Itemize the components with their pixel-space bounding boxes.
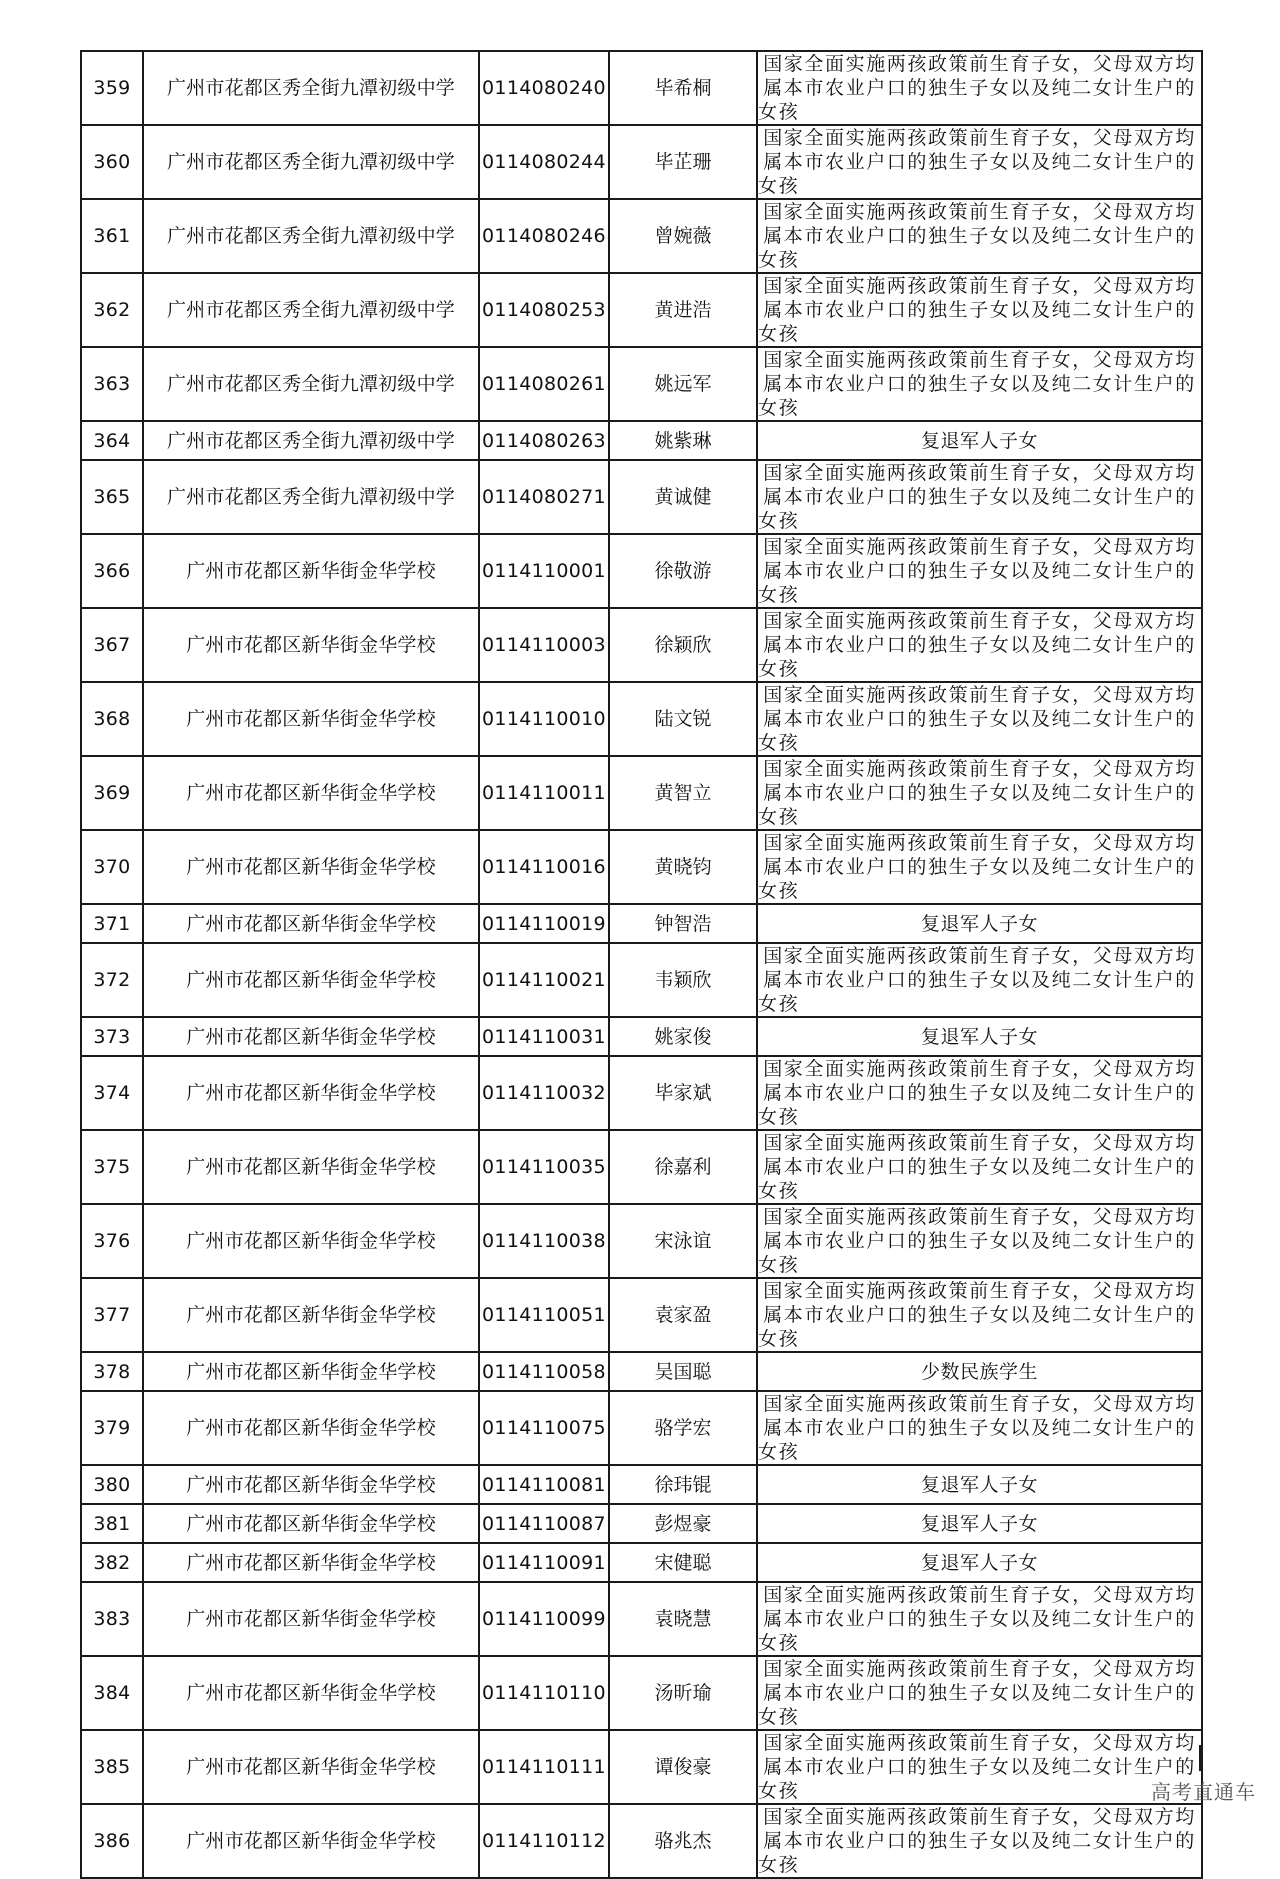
table-row bbox=[81, 347, 1202, 421]
eligibility-category: 国家全面实施两孩政策前生育子女，父母双方均属本市农业户口的独生子女以及纯二女计生户的女孩 bbox=[757, 1582, 1202, 1656]
school-name: 广州市花都区秀全街九潭初级中学 bbox=[143, 51, 479, 125]
student-name: 黄进浩 bbox=[609, 273, 757, 347]
student-id: 0114110087 bbox=[479, 1504, 609, 1543]
school-name: 广州市花都区新华街金华学校 bbox=[143, 1130, 479, 1204]
school-name: 广州市花都区新华街金华学校 bbox=[143, 1730, 479, 1804]
eligibility-category: 少数民族学生 bbox=[757, 1352, 1202, 1391]
school-name: 广州市花都区新华街金华学校 bbox=[143, 534, 479, 608]
school-name: 广州市花都区新华街金华学校 bbox=[143, 1352, 479, 1391]
student-id: 0114110021 bbox=[479, 943, 609, 1017]
student-id: 0114080271 bbox=[479, 460, 609, 534]
table-row bbox=[81, 1352, 1202, 1391]
eligibility-category: 复退军人子女 bbox=[757, 1543, 1202, 1582]
school-name: 广州市花都区新华街金华学校 bbox=[143, 1804, 479, 1878]
student-name: 骆学宏 bbox=[609, 1391, 757, 1465]
eligibility-category: 国家全面实施两孩政策前生育子女，父母双方均属本市农业户口的独生子女以及纯二女计生户的女孩 bbox=[757, 534, 1202, 608]
table-row bbox=[81, 273, 1202, 347]
student-name: 黄诚健 bbox=[609, 460, 757, 534]
row-number: 380 bbox=[81, 1465, 143, 1504]
row-number: 385 bbox=[81, 1730, 143, 1804]
student-id: 0114110035 bbox=[479, 1130, 609, 1204]
table-row bbox=[81, 1391, 1202, 1465]
row-number: 373 bbox=[81, 1017, 143, 1056]
student-id: 0114080244 bbox=[479, 125, 609, 199]
roster-table bbox=[80, 50, 1203, 1879]
student-name: 谭俊豪 bbox=[609, 1730, 757, 1804]
table-row bbox=[81, 904, 1202, 943]
eligibility-category: 国家全面实施两孩政策前生育子女，父母双方均属本市农业户口的独生子女以及纯二女计生户的女孩 bbox=[757, 756, 1202, 830]
table-row bbox=[81, 1056, 1202, 1130]
table-row bbox=[81, 534, 1202, 608]
student-id: 0114110081 bbox=[479, 1465, 609, 1504]
student-name: 毕家斌 bbox=[609, 1056, 757, 1130]
student-name: 吴国聪 bbox=[609, 1352, 757, 1391]
table-row bbox=[81, 943, 1202, 1017]
school-name: 广州市花都区秀全街九潭初级中学 bbox=[143, 125, 479, 199]
school-name: 广州市花都区新华街金华学校 bbox=[143, 1391, 479, 1465]
table-row bbox=[81, 1465, 1202, 1504]
eligibility-category: 国家全面实施两孩政策前生育子女，父母双方均属本市农业户口的独生子女以及纯二女计生户的女孩 bbox=[757, 1130, 1202, 1204]
student-name: 毕希桐 bbox=[609, 51, 757, 125]
student-name: 姚紫琳 bbox=[609, 421, 757, 460]
row-number: 381 bbox=[81, 1504, 143, 1543]
student-id: 0114110032 bbox=[479, 1056, 609, 1130]
eligibility-category: 国家全面实施两孩政策前生育子女，父母双方均属本市农业户口的独生子女以及纯二女计生户的女孩 bbox=[757, 1056, 1202, 1130]
school-name: 广州市花都区新华街金华学校 bbox=[143, 1582, 479, 1656]
row-number: 367 bbox=[81, 608, 143, 682]
student-id: 0114110003 bbox=[479, 608, 609, 682]
school-name: 广州市花都区秀全街九潭初级中学 bbox=[143, 421, 479, 460]
student-name: 黄智立 bbox=[609, 756, 757, 830]
row-number: 366 bbox=[81, 534, 143, 608]
student-name: 袁家盈 bbox=[609, 1278, 757, 1352]
table-row bbox=[81, 460, 1202, 534]
student-name: 徐颖欣 bbox=[609, 608, 757, 682]
eligibility-category: 国家全面实施两孩政策前生育子女，父母双方均属本市农业户口的独生子女以及纯二女计生户的女孩 bbox=[757, 943, 1202, 1017]
row-number: 365 bbox=[81, 460, 143, 534]
table-row bbox=[81, 1582, 1202, 1656]
student-name: 徐嘉利 bbox=[609, 1130, 757, 1204]
school-name: 广州市花都区新华街金华学校 bbox=[143, 1204, 479, 1278]
table-row bbox=[81, 682, 1202, 756]
student-name: 宋泳谊 bbox=[609, 1204, 757, 1278]
student-id: 0114110111 bbox=[479, 1730, 609, 1804]
roster-body bbox=[81, 51, 1202, 1878]
watermark: 高考直通车 bbox=[1151, 1780, 1256, 1804]
eligibility-category: 国家全面实施两孩政策前生育子女，父母双方均属本市农业户口的独生子女以及纯二女计生户的女孩 bbox=[757, 830, 1202, 904]
table-row bbox=[81, 1543, 1202, 1582]
student-name: 骆兆杰 bbox=[609, 1804, 757, 1878]
table-row bbox=[81, 608, 1202, 682]
eligibility-category: 国家全面实施两孩政策前生育子女，父母双方均属本市农业户口的独生子女以及纯二女计生户的女孩 bbox=[757, 1804, 1202, 1878]
student-name: 姚家俊 bbox=[609, 1017, 757, 1056]
row-number: 369 bbox=[81, 756, 143, 830]
school-name: 广州市花都区秀全街九潭初级中学 bbox=[143, 273, 479, 347]
eligibility-category: 复退军人子女 bbox=[757, 1504, 1202, 1543]
row-number: 384 bbox=[81, 1656, 143, 1730]
row-number: 382 bbox=[81, 1543, 143, 1582]
student-name: 曾婉薇 bbox=[609, 199, 757, 273]
row-number: 376 bbox=[81, 1204, 143, 1278]
student-id: 0114110011 bbox=[479, 756, 609, 830]
row-number: 379 bbox=[81, 1391, 143, 1465]
row-number: 362 bbox=[81, 273, 143, 347]
row-number: 359 bbox=[81, 51, 143, 125]
row-number: 383 bbox=[81, 1582, 143, 1656]
table-row bbox=[81, 756, 1202, 830]
row-number: 371 bbox=[81, 904, 143, 943]
eligibility-category: 复退军人子女 bbox=[757, 421, 1202, 460]
school-name: 广州市花都区新华街金华学校 bbox=[143, 756, 479, 830]
table-row bbox=[81, 1130, 1202, 1204]
school-name: 广州市花都区新华街金华学校 bbox=[143, 1656, 479, 1730]
row-number: 375 bbox=[81, 1130, 143, 1204]
eligibility-category: 国家全面实施两孩政策前生育子女，父母双方均属本市农业户口的独生子女以及纯二女计生户的女孩 bbox=[757, 1730, 1202, 1804]
table-row bbox=[81, 830, 1202, 904]
student-id: 0114110031 bbox=[479, 1017, 609, 1056]
student-name: 韦颖欣 bbox=[609, 943, 757, 1017]
eligibility-category: 国家全面实施两孩政策前生育子女，父母双方均属本市农业户口的独生子女以及纯二女计生户的女孩 bbox=[757, 1391, 1202, 1465]
student-id: 0114080261 bbox=[479, 347, 609, 421]
eligibility-category: 国家全面实施两孩政策前生育子女，父母双方均属本市农业户口的独生子女以及纯二女计生户的女孩 bbox=[757, 347, 1202, 421]
row-number: 361 bbox=[81, 199, 143, 273]
student-name: 袁晓慧 bbox=[609, 1582, 757, 1656]
student-name: 毕芷珊 bbox=[609, 125, 757, 199]
eligibility-category: 国家全面实施两孩政策前生育子女，父母双方均属本市农业户口的独生子女以及纯二女计生户的女孩 bbox=[757, 51, 1202, 125]
student-name: 陆文锐 bbox=[609, 682, 757, 756]
student-name: 姚远军 bbox=[609, 347, 757, 421]
student-id: 0114110010 bbox=[479, 682, 609, 756]
table-row bbox=[81, 1278, 1202, 1352]
student-name: 徐玮锟 bbox=[609, 1465, 757, 1504]
student-id: 0114110099 bbox=[479, 1582, 609, 1656]
school-name: 广州市花都区新华街金华学校 bbox=[143, 1278, 479, 1352]
eligibility-category: 国家全面实施两孩政策前生育子女，父母双方均属本市农业户口的独生子女以及纯二女计生户的女孩 bbox=[757, 125, 1202, 199]
student-id: 0114110019 bbox=[479, 904, 609, 943]
student-id: 0114080253 bbox=[479, 273, 609, 347]
eligibility-category: 国家全面实施两孩政策前生育子女，父母双方均属本市农业户口的独生子女以及纯二女计生户的女孩 bbox=[757, 1278, 1202, 1352]
student-id: 0114110112 bbox=[479, 1804, 609, 1878]
student-id: 0114110051 bbox=[479, 1278, 609, 1352]
table-row bbox=[81, 51, 1202, 125]
student-id: 0114110110 bbox=[479, 1656, 609, 1730]
student-name: 汤昕瑜 bbox=[609, 1656, 757, 1730]
student-name: 宋健聪 bbox=[609, 1543, 757, 1582]
school-name: 广州市花都区新华街金华学校 bbox=[143, 608, 479, 682]
row-number: 372 bbox=[81, 943, 143, 1017]
school-name: 广州市花都区新华街金华学校 bbox=[143, 1465, 479, 1504]
table-row bbox=[81, 1504, 1202, 1543]
eligibility-category: 复退军人子女 bbox=[757, 904, 1202, 943]
student-name: 钟智浩 bbox=[609, 904, 757, 943]
row-number: 374 bbox=[81, 1056, 143, 1130]
student-id: 0114110075 bbox=[479, 1391, 609, 1465]
student-name: 徐敬游 bbox=[609, 534, 757, 608]
eligibility-category: 国家全面实施两孩政策前生育子女，父母双方均属本市农业户口的独生子女以及纯二女计生户的女孩 bbox=[757, 273, 1202, 347]
school-name: 广州市花都区新华街金华学校 bbox=[143, 943, 479, 1017]
student-id: 0114110016 bbox=[479, 830, 609, 904]
row-number: 368 bbox=[81, 682, 143, 756]
school-name: 广州市花都区秀全街九潭初级中学 bbox=[143, 199, 479, 273]
student-id: 0114080240 bbox=[479, 51, 609, 125]
student-id: 0114110001 bbox=[479, 534, 609, 608]
row-number: 363 bbox=[81, 347, 143, 421]
table-row bbox=[81, 421, 1202, 460]
student-id: 0114110058 bbox=[479, 1352, 609, 1391]
school-name: 广州市花都区新华街金华学校 bbox=[143, 830, 479, 904]
school-name: 广州市花都区新华街金华学校 bbox=[143, 1504, 479, 1543]
school-name: 广州市花都区秀全街九潭初级中学 bbox=[143, 460, 479, 534]
school-name: 广州市花都区新华街金华学校 bbox=[143, 1543, 479, 1582]
student-id: 0114080263 bbox=[479, 421, 609, 460]
eligibility-category: 复退军人子女 bbox=[757, 1465, 1202, 1504]
eligibility-category: 国家全面实施两孩政策前生育子女，父母双方均属本市农业户口的独生子女以及纯二女计生户的女孩 bbox=[757, 682, 1202, 756]
row-number: 360 bbox=[81, 125, 143, 199]
row-number: 378 bbox=[81, 1352, 143, 1391]
eligibility-category: 国家全面实施两孩政策前生育子女，父母双方均属本市农业户口的独生子女以及纯二女计生户的女孩 bbox=[757, 1656, 1202, 1730]
school-name: 广州市花都区新华街金华学校 bbox=[143, 1056, 479, 1130]
eligibility-category: 国家全面实施两孩政策前生育子女，父母双方均属本市农业户口的独生子女以及纯二女计生户的女孩 bbox=[757, 608, 1202, 682]
school-name: 广州市花都区新华街金华学校 bbox=[143, 904, 479, 943]
table-row bbox=[81, 1204, 1202, 1278]
row-number: 370 bbox=[81, 830, 143, 904]
student-id: 0114080246 bbox=[479, 199, 609, 273]
eligibility-category: 复退军人子女 bbox=[757, 1017, 1202, 1056]
eligibility-category: 国家全面实施两孩政策前生育子女，父母双方均属本市农业户口的独生子女以及纯二女计生户的女孩 bbox=[757, 1204, 1202, 1278]
school-name: 广州市花都区新华街金华学校 bbox=[143, 1017, 479, 1056]
student-name: 黄晓钧 bbox=[609, 830, 757, 904]
table-row bbox=[81, 199, 1202, 273]
table-row bbox=[81, 1656, 1202, 1730]
school-name: 广州市花都区秀全街九潭初级中学 bbox=[143, 347, 479, 421]
row-number: 377 bbox=[81, 1278, 143, 1352]
student-id: 0114110091 bbox=[479, 1543, 609, 1582]
row-number: 386 bbox=[81, 1804, 143, 1878]
row-number: 364 bbox=[81, 421, 143, 460]
table-row bbox=[81, 1804, 1202, 1878]
eligibility-category: 国家全面实施两孩政策前生育子女，父母双方均属本市农业户口的独生子女以及纯二女计生户的女孩 bbox=[757, 460, 1202, 534]
eligibility-category: 国家全面实施两孩政策前生育子女，父母双方均属本市农业户口的独生子女以及纯二女计生户的女孩 bbox=[757, 199, 1202, 273]
school-name: 广州市花都区新华街金华学校 bbox=[143, 682, 479, 756]
table-row bbox=[81, 125, 1202, 199]
student-id: 0114110038 bbox=[479, 1204, 609, 1278]
table-continuation bbox=[80, 1745, 1201, 1771]
table-row bbox=[81, 1017, 1202, 1056]
student-name: 彭煜豪 bbox=[609, 1504, 757, 1543]
